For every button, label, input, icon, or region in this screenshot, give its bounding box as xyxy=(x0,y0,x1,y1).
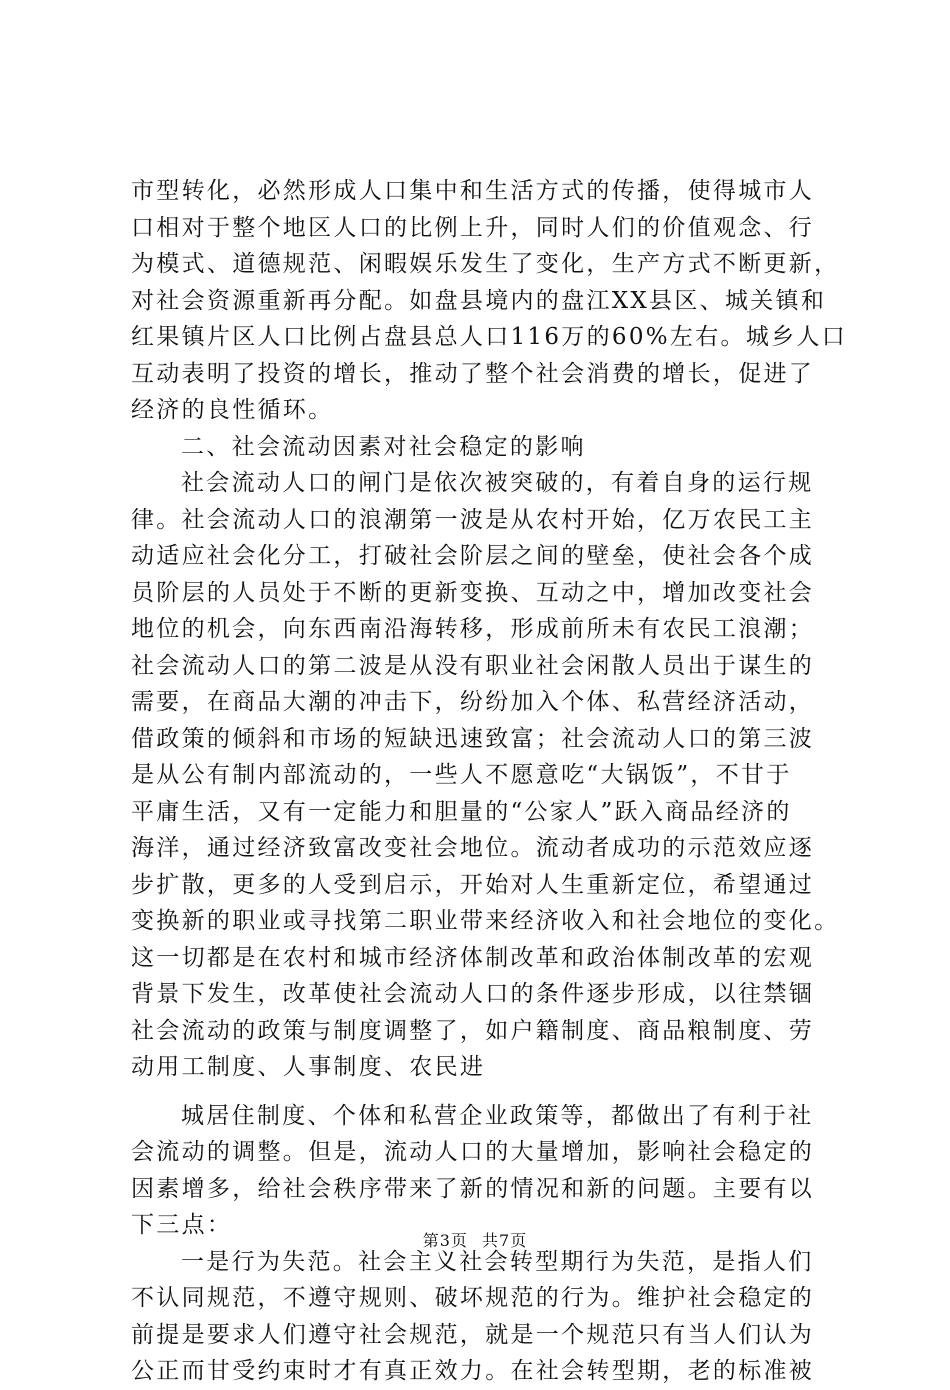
text-line: 借政策的倾斜和市场的短缺迅速致富；社会流动人口的第三波 xyxy=(131,725,815,752)
paragraph-1 xyxy=(131,173,848,429)
text-line: 需要，在商品大潮的冲击下，纷纷加入个体、私营经济活动， xyxy=(131,689,815,715)
text-line: 前提是要求人们遵守社会规范，就是一个规范只有当人们认为 xyxy=(131,1321,815,1348)
body-text xyxy=(131,173,848,1390)
text-line: 这一切都是在农村和城市经济体制改革和政治体制改革的宏观 xyxy=(131,944,815,971)
text-line: 社会流动人口的闸门是依次被突破的，有着自身的运行规 xyxy=(181,470,814,496)
text-line: 动适应社会化分工，打破社会阶层之间的壁垒，使社会各个成 xyxy=(131,543,815,569)
section-heading xyxy=(131,429,831,466)
text-line: 互动表明了投资的增长，推动了整个社会消费的增长，促进了 xyxy=(131,360,815,387)
text-line: 对社会资源重新再分配。如盘县境内的盘江XX县区、城关镇和 xyxy=(131,287,827,314)
text-line: 经济的良性循环。 xyxy=(131,397,334,423)
paragraph-2 xyxy=(131,465,840,1086)
text-line: 因素增多，给社会秩序带来了新的情况和新的问题。主要有以 xyxy=(131,1175,815,1202)
text-line: 不认同规范，不遵守规则、破坏规范的行为。维护社会稳定的 xyxy=(131,1285,815,1311)
text-line: 是从公有制内部流动的，一些人不愿意吃“大锅饭”，不甘于 xyxy=(131,762,792,788)
text-line: 公正而甘受约束时才有真正效力。在社会转型期，老的标准被 xyxy=(131,1358,815,1384)
text-line: 会流动的调整。但是，流动人口的大量增加，影响社会稳定的 xyxy=(131,1139,815,1165)
text-line: 社会流动人口的第二波是从没有职业社会闲散人员出于谋生的 xyxy=(131,652,815,679)
text-line: 海洋，通过经济致富改变社会地位。流动者成功的示范效应逐 xyxy=(131,835,815,861)
text-line: 下三点： xyxy=(131,1212,233,1238)
paragraph-3 xyxy=(131,1098,831,1244)
text-line: 城居住制度、个体和私营企业政策等，都做出了有利于社 xyxy=(181,1102,814,1129)
text-line: 平庸生活，又有一定能力和胆量的“公家人”跃入商品经济的 xyxy=(131,798,792,825)
text-line: 步扩散，更多的人受到启示，开始对人生重新定位，希望通过 xyxy=(131,871,815,898)
text-line: 社会流动的政策与制度调整了，如户籍制度、商品粮制度、劳 xyxy=(131,1017,815,1044)
page-total: 共7页 xyxy=(482,1231,528,1250)
paragraph-4 xyxy=(131,1244,831,1390)
page-number: 第3页 xyxy=(422,1231,468,1250)
text-line: 地位的机会，向东西南沿海转移，形成前所未有农民工浪潮； xyxy=(131,616,815,642)
page-footer xyxy=(0,1228,950,1251)
text-line: 一是行为失范。社会主义社会转型期行为失范，是指人们 xyxy=(181,1248,814,1275)
text-line: 市型转化，必然形成人口集中和生活方式的传播，使得城市人 xyxy=(131,178,815,204)
text-line: 律。社会流动人口的浪潮第一波是从农村开始，亿万农民工主 xyxy=(131,506,815,533)
text-line: 口相对于整个地区人口的比例上升，同时人们的价值观念、行 xyxy=(131,214,815,241)
text-line: 动用工制度、人事制度、农民进 xyxy=(131,1054,486,1080)
text-line: 变换新的职业或寻找第二职业带来经济收入和社会地位的变化。 xyxy=(131,908,840,934)
text-line: 员阶层的人员处于不断的更新变换、互动之中，增加改变社会 xyxy=(131,579,815,606)
text-line: 红果镇片区人口比例占盘县总人口116万的60%左右。城乡人口 xyxy=(131,324,848,350)
heading-line: 二、社会流动因素对社会稳定的影响 xyxy=(181,433,586,460)
text-line: 背景下发生，改革使社会流动人口的条件逐步形成，以往禁锢 xyxy=(131,981,815,1007)
text-line: 为模式、道德规范、闲暇娱乐发生了变化，生产方式不断更新， xyxy=(131,251,840,277)
